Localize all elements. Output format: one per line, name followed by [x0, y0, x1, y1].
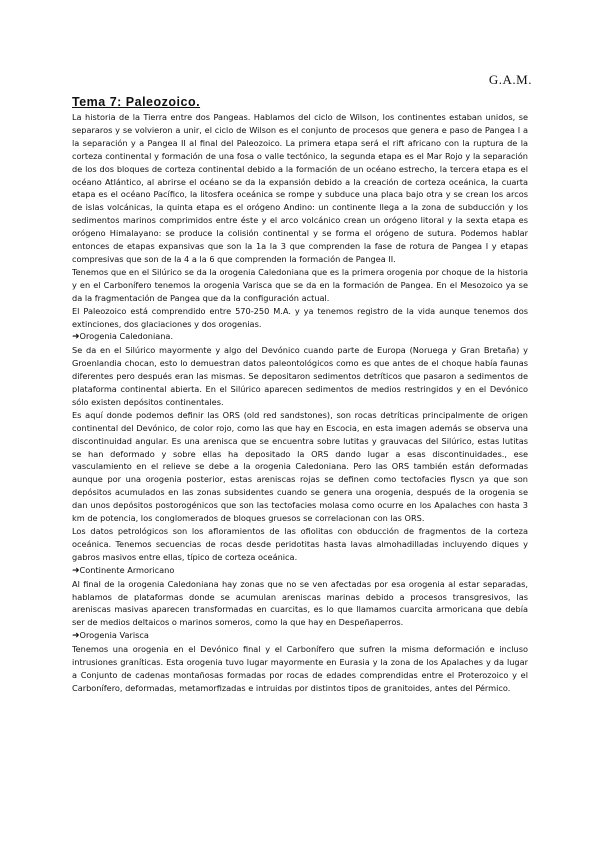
- paragraph-ors: Es aquí donde podemos definir las ORS (old red sandstones), son rocas detríticas principalmente de origen continental del Devónico, de color rojo, como las que hay en Escocia, en esta imagen además se observa una discontinuidad angular. Es una arenisca que se encuentra sobre lutitas y grauvacas del Silúrico, estas lutitas se han deformado y sobre ellas ha depositado la ORS dando lugar a esas discontinuidades., ese vasculamiento en el relieve se debe a la orogenia Caledoniana. Pero las ORS también están deformadas aunque por una orogenia posterior, estas areniscas rojas se definen como tectofacies flyscn ya que son depósitos acumulados en las zonas subsidentes cuando se genera una orogenia, después de la orogenia se dan unos depósitos postorogénicos que son las tectofacies molasa como ocurre en los Apalaches con hasta 3 km de potencia, los conglomerados de bloques gruesos se correlacionan con las ORS.: [72, 409, 528, 524]
- paragraph-armorican: Al final de la orogenia Caledoniana hay zonas que no se ven afectadas por esa orogenia al estar separadas, hablamos de plataformas donde se acumulan areniscas marinas debido a procesos transgresivos, las areniscas masivas aparecen transformadas en cuarcitas, es lo que llamamos cuarcita armoricana que debía ser de medios deltaicos o marinos someros, como la que hay en Despeñaperros.: [72, 578, 528, 628]
- section-heading-variscan: ➜Orogenia Varisca: [72, 630, 149, 642]
- paragraph-variscan: Tenemos una orogenia en el Devónico final y el Carbonífero que sufren la misma deformación e incluso intrusiones graníticas. Esta orogenia tuvo lugar mayormente en Eurasia y la zona de los Apalaches y da lugar a Conjunto de cadenas montañosas formadas por rocas de edades comprendidas entre el Proterozoico y el Carbonífero, deformadas, metamorfizadas e intruidas por distintos tipos de granitoides, antes del Pérmico.: [72, 644, 528, 693]
- paragraph-caledonian: Se da en el Silúrico mayormente y algo del Devónico cuando parte de Europa (Noruega y Gran Bretaña) y Groenlandia chocan, esto lo demuestran datos paleontológicos como es que antes de el choque había faunas diferentes pero después eran las mismas. Se depositaron sedimentos detríticos que pasaron a sedimentos de plataforma continental abierta. En el Silúrico aparecen sedimentos de medios restringidos y en el Devónico sólo existen depósitos continentales.: [72, 345, 528, 407]
- paragraph-wilson-cycle: La historia de la Tierra entre dos Pangeas. Hablamos del ciclo de Wilson, los continentes estaban unidos, se separaros y se volvieron a unir, el ciclo de Wilson es el conjunto de procesos que genera e paso de Pangea I a la separación y a Pangea II al final del Paleozoico. La primera etapa será el rift africano con la ruptura de la corteza continental y formación de una fosa o valle tectónico, la segunda etapa es el Mar Rojo y la separación de los dos bloques de corteza continental debido a la formación de un océano estrecho, la tercera etapa es el océano Atlántico, al abrirse el océano se da la expansión debido a la creación de corteza oceánica, la cuarta etapa es el océano Pacífico, la litosfera oceánica se rompe y subduce una placa bajo otra y se crean los arcos de islas volcánicas, la quinta etapa es el orógeno Andino: un continente llega a la zona de subducción y los sedimentos marinos comprimidos entre éste y el arco volcánico crean un orógeno litoral y la sexta etapa es orógeno Himalayano: se produce la colisión continental y se forma el orógeno de sutura. Podemos hablar entonces de etapas expansivas que son la 1a la 3 que comprenden la fase de rotura de Pangea I y etapas compresivas que son de la 4 a la 6 que comprenden la formación de Pangea II.: [72, 112, 528, 264]
- right-arrow-icon: ➜: [72, 631, 80, 642]
- author-initials: G.A.M.: [488, 72, 532, 87]
- paragraph-ophiolites: Los datos petrológicos son los afloramientos de las ofiolitas con obducción de fragmentos de la corteza oceánica. Tenemos secuencias de rocas desde peridotitas hasta lavas almohadilladas incluyendo diques y gabros masivos entre ellas, típico de corteza oceánica.: [72, 526, 528, 562]
- document-body: [72, 95, 528, 695]
- section-heading-caledonian: ➜Orogenia Caledoniana.: [72, 331, 174, 343]
- paragraph-paleozoic-span: El Paleozoico está comprendido entre 570-250 M.A. y ya tenemos registro de la vida aunque tenemos dos extinciones, dos glaciaciones y dos orogenias.: [72, 305, 528, 329]
- right-arrow-icon: ➜: [72, 565, 80, 576]
- page-title: Tema 7: Paleozoico.: [72, 95, 201, 109]
- paragraph-orogenies: Tenemos que en el Silúrico se da la orogenia Caledoniana que es la primera orogenia por choque de la historia y en el Carbonífero tenemos la orogenia Varisca que se da en la formación de Pangea. En el Mesozoico ya se da la fragmentación de Pangea que da la configuración actual.: [72, 266, 528, 303]
- section-heading-armorican: ➜Continente Armoricano: [72, 564, 175, 576]
- right-arrow-icon: ➜: [72, 332, 80, 343]
